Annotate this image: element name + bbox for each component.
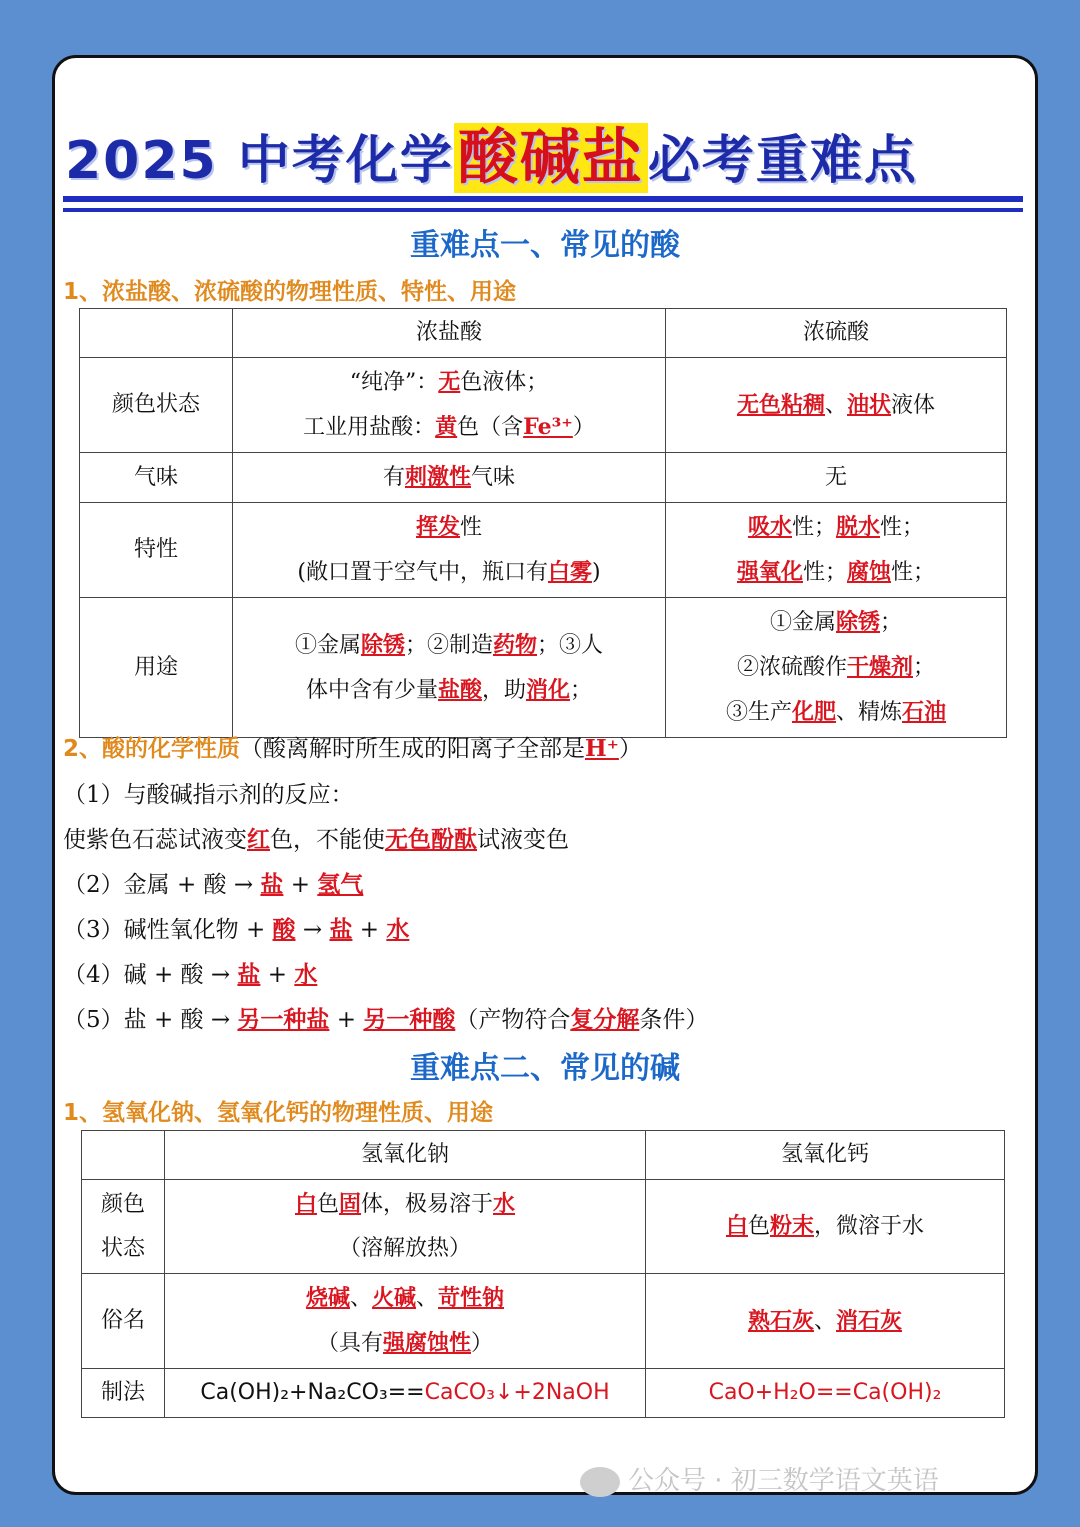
row-label: 特性 <box>80 503 233 598</box>
line-indicator-detail: 使紫色石蕊试液变红色，不能使无色酚酞试液变色 <box>63 826 569 853</box>
hcl-odor: 有刺激性气味 <box>233 453 666 503</box>
worksheet-card <box>52 55 1038 1495</box>
title-suffix: 必考重难点 <box>647 131 918 191</box>
caoh-preparation: CaO+H₂O==Ca(OH)₂ <box>646 1369 1005 1418</box>
table-corner <box>82 1131 165 1180</box>
table-corner <box>80 309 233 358</box>
caoh-color-state: 白色粉末，微溶于水 <box>646 1180 1005 1274</box>
reaction-salt-acid: （5）盐 + 酸 → 另一种盐 + 另一种酸（产物符合复分解条件） <box>63 1006 709 1033</box>
table-row <box>80 503 1007 598</box>
table-row <box>80 358 1007 453</box>
wechat-icon <box>580 1467 620 1497</box>
section2-heading: 重难点二、常见的碱 <box>410 1051 680 1086</box>
title-highlight: 酸碱盐 <box>454 123 648 193</box>
section1-heading: 重难点一、常见的酸 <box>410 228 680 263</box>
line-indicator: （1）与酸碱指示剂的反应： <box>63 782 354 808</box>
acid-chem-props-heading: 2、酸的化学性质（酸离解时所生成的阳离子全部是H⁺） <box>63 735 642 762</box>
table-row <box>80 598 1007 738</box>
col-header-hcl: 浓盐酸 <box>233 309 666 358</box>
hcl-uses: ①金属除锈；②制造药物；③人 体中含有少量盐酸，助消化； <box>233 598 666 738</box>
col-header-naoh: 氢氧化钠 <box>165 1131 646 1180</box>
title-divider <box>63 196 1023 202</box>
caoh-common-names: 熟石灰、消石灰 <box>646 1274 1005 1369</box>
reaction-oxide-acid: （3）碱性氧化物 + 酸 → 盐 + 水 <box>63 916 410 943</box>
table-row <box>82 1274 1005 1369</box>
acid-table <box>79 308 1007 738</box>
title-divider-thin <box>63 208 1023 212</box>
section1-sub1: 1、浓盐酸、浓硫酸的物理性质、特性、用途 <box>63 279 517 305</box>
h2so4-property: 吸水性；脱水性； 强氧化性；腐蚀性； <box>666 503 1007 598</box>
table-row <box>82 1369 1005 1418</box>
watermark: 公众号 · 初三数学语文英语 <box>580 1460 939 1497</box>
col-header-h2so4: 浓硫酸 <box>666 309 1007 358</box>
h2so4-color-state: 无色粘稠、油状液体 <box>666 358 1007 453</box>
table-row <box>82 1180 1005 1274</box>
h2so4-odor: 无 <box>666 453 1007 503</box>
base-table <box>81 1130 1005 1418</box>
table-header-row <box>82 1131 1005 1180</box>
row-label: 制法 <box>82 1369 165 1418</box>
table-row <box>80 453 1007 503</box>
row-label: 俗名 <box>82 1274 165 1369</box>
row-label: 用途 <box>80 598 233 738</box>
row-label: 颜色 状态 <box>82 1180 165 1274</box>
reaction-metal-acid: （2）金属 + 酸 → 盐 + 氢气 <box>63 871 364 898</box>
row-label: 气味 <box>80 453 233 503</box>
section2-sub1: 1、氢氧化钠、氢氧化钙的物理性质、用途 <box>63 1100 494 1126</box>
naoh-color-state: 白色固体，极易溶于水 （溶解放热） <box>165 1180 646 1274</box>
page-title <box>65 110 1025 193</box>
naoh-preparation: Ca(OH)₂+Na₂CO₃==CaCO₃↓+2NaOH <box>165 1369 646 1418</box>
row-label: 颜色状态 <box>80 358 233 453</box>
hcl-color-state: “纯净”：无色液体； 工业用盐酸：黄色（含Fe³⁺） <box>233 358 666 453</box>
table-header-row <box>80 309 1007 358</box>
title-prefix: 2025 中考化学 <box>65 131 454 191</box>
hcl-property: 挥发性 (敞口置于空气中，瓶口有白雾) <box>233 503 666 598</box>
col-header-caoh: 氢氧化钙 <box>646 1131 1005 1180</box>
h2so4-uses: ①金属除锈； ②浓硫酸作干燥剂； ③生产化肥、精炼石油 <box>666 598 1007 738</box>
reaction-base-acid: （4）碱 + 酸 → 盐 + 水 <box>63 961 318 988</box>
naoh-common-names: 烧碱、火碱、苛性钠 （具有强腐蚀性） <box>165 1274 646 1369</box>
